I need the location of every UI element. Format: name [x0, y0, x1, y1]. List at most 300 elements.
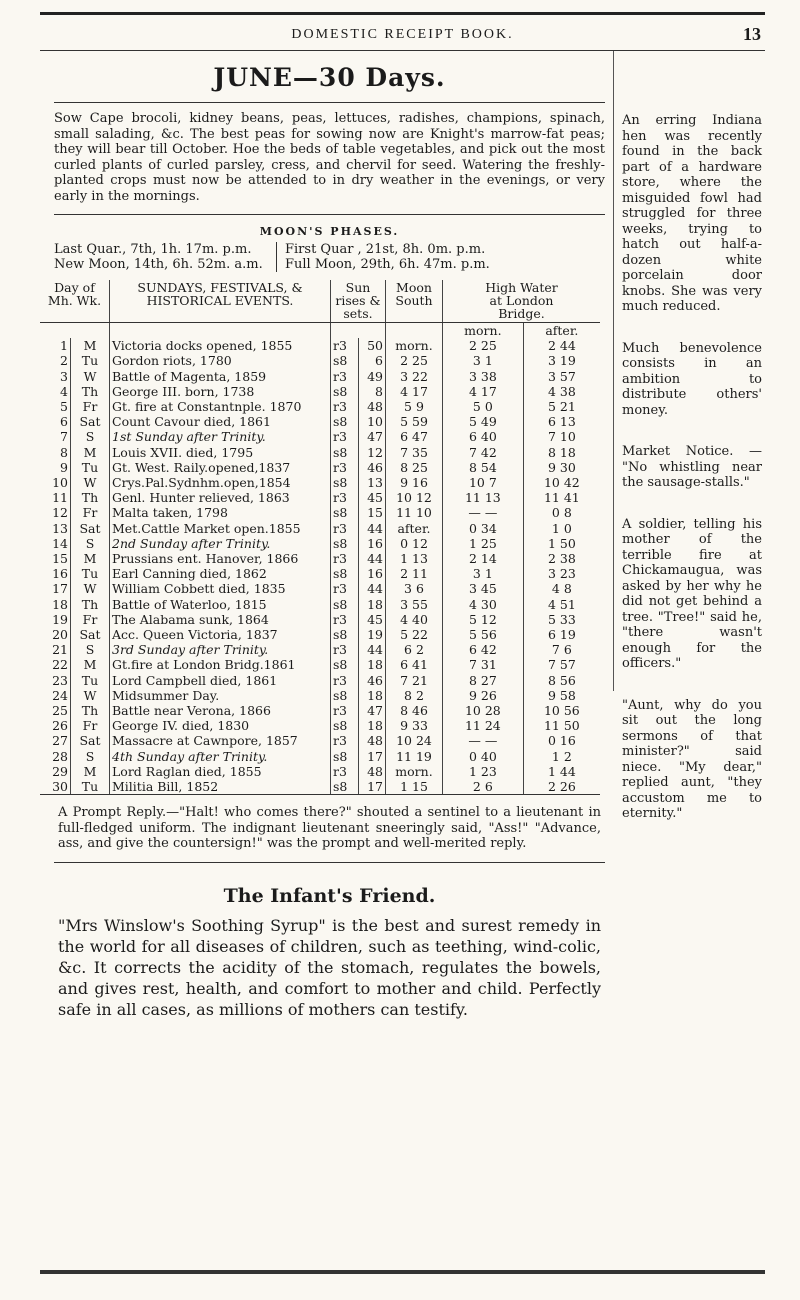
event: Battle of Magenta, 1859	[110, 369, 331, 384]
event: Prussians ent. Hanover, 1866	[110, 551, 331, 566]
header-moon-text: Moon South	[395, 280, 433, 308]
moon-south: 1 13	[386, 551, 443, 566]
sun-time: 44	[358, 521, 386, 536]
sun-time: 18	[358, 657, 386, 672]
sun-rise-set: r3	[331, 429, 359, 444]
table-row	[40, 657, 600, 672]
weekday: Tu	[71, 779, 110, 795]
high-water-after: 6 19	[523, 627, 600, 642]
sun-time: 44	[358, 642, 386, 657]
sun-rise-set: r3	[331, 733, 359, 748]
sun-rise-set: s8	[331, 627, 359, 642]
sidebar-item-benevolence: Much benevolence consists in an ambition to distribute others' money.	[622, 340, 762, 418]
running-head: DOMESTIC RECEIPT BOOK.	[291, 27, 514, 42]
weekday: Fr	[71, 612, 110, 627]
sun-time: 48	[358, 733, 386, 748]
moon-south: 10 12	[386, 490, 443, 505]
table-row	[40, 551, 600, 566]
high-water-after: 3 57	[523, 369, 600, 384]
table-row	[40, 353, 600, 368]
weekday: Sat	[71, 414, 110, 429]
high-water-morn: 9 26	[443, 688, 524, 703]
calendar-table	[40, 280, 600, 795]
day-number: 23	[52, 672, 68, 688]
high-water-after: 9 58	[523, 688, 600, 703]
high-water-after: 7 57	[523, 657, 600, 672]
high-water-after: 7 6	[523, 642, 600, 657]
event: Earl Canning died, 1862	[110, 566, 331, 581]
high-water-after: 7 10	[523, 429, 600, 444]
event: Gt.fire at London Bridg.1861	[110, 657, 331, 672]
high-water-morn: 2 14	[443, 551, 524, 566]
event: Massacre at Cawnpore, 1857	[110, 733, 331, 748]
sidebar-item-market-notice: Market Notice. — "No whistling near the sausage-stalls."	[622, 444, 762, 490]
day-number: 28	[52, 748, 68, 764]
header-moon	[386, 280, 443, 323]
weekday: M	[71, 657, 110, 672]
event: Lord Campbell died, 1861	[110, 673, 331, 688]
sun-time: 8	[358, 384, 386, 399]
table-row	[40, 338, 600, 353]
weekday: Sat	[71, 521, 110, 536]
moon-south: 1 15	[386, 779, 443, 795]
high-water-morn: 10 7	[443, 475, 524, 490]
sidebar-item-hen: An erring Indiana hen was recently found in the back part of a hardware store, where the misguided fowl had struggled for three weeks, trying to hatch out half-a-dozen white porcelain door knobs. She was very much reduced.	[622, 113, 762, 314]
weekday: Tu	[71, 353, 110, 368]
sun-rise-set: r3	[331, 399, 359, 414]
moon-south: 11 19	[386, 749, 443, 764]
weekday: S	[71, 749, 110, 764]
moon-south: 5 9	[386, 399, 443, 414]
sun-time: 46	[358, 673, 386, 688]
title-rule	[54, 102, 605, 103]
sidebar-item-soldier: A soldier, telling his mother of the terrible fire at Chickamaugua, was asked by her why he did not get behind a tree. "Tree!" said he, "there wasn't enough for the officers."	[622, 516, 762, 671]
almanac-column	[47, 51, 605, 1020]
moon-south: 5 22	[386, 627, 443, 642]
table-row	[40, 384, 600, 399]
day-number: 25	[52, 703, 68, 719]
sun-rise-set: r3	[331, 612, 359, 627]
sun-time: 47	[358, 429, 386, 444]
day-number: 4	[60, 383, 68, 399]
moon-south: 7 21	[386, 673, 443, 688]
table-row	[40, 399, 600, 414]
table-row	[40, 779, 600, 795]
day-number: 13	[52, 520, 68, 536]
high-water-after: 10 56	[523, 703, 600, 718]
table-row	[40, 597, 600, 612]
day-number: 20	[52, 627, 68, 643]
high-water-morn: 4 30	[443, 597, 524, 612]
moon-south: 7 35	[386, 445, 443, 460]
sun-rise-set: s8	[331, 384, 359, 399]
day-number: 7	[60, 429, 68, 445]
high-water-morn: 11 24	[443, 718, 524, 733]
moon-south: 8 2	[386, 688, 443, 703]
event: Malta taken, 1798	[110, 505, 331, 520]
high-water-after: 8 18	[523, 445, 600, 460]
event: 3rd Sunday after Trinity.	[110, 642, 331, 657]
high-water-morn: — —	[443, 505, 524, 520]
table-row	[40, 369, 600, 384]
sun-rise-set: r3	[331, 551, 359, 566]
high-water-morn: 1 25	[443, 536, 524, 551]
sun-rise-set: r3	[331, 490, 359, 505]
sun-time: 18	[358, 597, 386, 612]
weekday: M	[71, 764, 110, 779]
sun-rise-set: r3	[331, 521, 359, 536]
event: The Alabama sunk, 1864	[110, 612, 331, 627]
sun-rise-set: r3	[331, 703, 359, 718]
reply-rule	[54, 862, 605, 863]
sun-rise-set: s8	[331, 536, 359, 551]
header-events	[110, 280, 331, 323]
day-number: 1	[60, 338, 68, 354]
weekday: Th	[71, 597, 110, 612]
sun-rise-set: r3	[331, 460, 359, 475]
sun-rise-set: r3	[331, 581, 359, 596]
weekday: Tu	[71, 460, 110, 475]
high-water-after: 1 0	[523, 521, 600, 536]
sun-rise-set: s8	[331, 445, 359, 460]
header-morn: morn.	[443, 323, 524, 339]
sun-rise-set: s8	[331, 353, 359, 368]
high-water-morn: 5 56	[443, 627, 524, 642]
weekday: Sat	[71, 733, 110, 748]
moon-south: 4 17	[386, 384, 443, 399]
event: William Cobbett died, 1835	[110, 581, 331, 596]
weekday: Fr	[71, 505, 110, 520]
header-high-water	[443, 280, 601, 323]
table-row	[40, 749, 600, 764]
high-water-morn: 6 40	[443, 429, 524, 444]
moon-south: 5 59	[386, 414, 443, 429]
high-water-after: 5 21	[523, 399, 600, 414]
moon-south: morn.	[386, 764, 443, 779]
event: Lord Raglan died, 1855	[110, 764, 331, 779]
moon-phases-heading: MOON'S PHASES.	[259, 225, 400, 238]
sun-rise-set: s8	[331, 505, 359, 520]
sun-time: 10	[358, 414, 386, 429]
day-number: 27	[52, 733, 68, 749]
garden-notes: Sow Cape brocoli, kidney beans, peas, lettuces, radishes, champions, spinach, small salading, &c. The best peas for sowing now are Knight's marrow-fat peas; they will bear till October. Hoe the beds of table vegetables, and pick out the most curled plants of curled parsley, cress, and chervil for seed. Watering the freshly-planted crops must now be attended to in dry weather in the evenings, or very early in the mornings.	[54, 111, 605, 204]
high-water-morn: 3 38	[443, 369, 524, 384]
sun-time: 19	[358, 627, 386, 642]
weekday: Th	[71, 703, 110, 718]
sun-time: 49	[358, 369, 386, 384]
event: Militia Bill, 1852	[110, 779, 331, 795]
weekday: Th	[71, 490, 110, 505]
moon-south: 9 33	[386, 718, 443, 733]
moon-phase-first-quarter: First Quar , 21st, 8h. 0m. p.m.	[285, 242, 486, 257]
event: Crys.Pal.Sydnhm.open,1854	[110, 475, 331, 490]
weekday: S	[71, 429, 110, 444]
header-sun-text: Sun rises & sets.	[335, 280, 381, 321]
sun-rise-set: s8	[331, 475, 359, 490]
high-water-after: 3 23	[523, 566, 600, 581]
high-water-after: 4 38	[523, 384, 600, 399]
day-number: 19	[52, 611, 68, 627]
header-water-text: High Water at London Bridge.	[485, 280, 558, 321]
header-events-text: SUNDAYS, FESTIVALS, & HISTORICAL EVENTS.	[137, 280, 303, 308]
day-number: 5	[60, 399, 68, 415]
sun-rise-set: s8	[331, 657, 359, 672]
table-row	[40, 490, 600, 505]
sun-time: 17	[358, 779, 386, 795]
moon-south: 2 11	[386, 566, 443, 581]
top-border-rule	[40, 12, 765, 15]
event: Acc. Queen Victoria, 1837	[110, 627, 331, 642]
high-water-after: 4 51	[523, 597, 600, 612]
day-number: 22	[52, 657, 68, 673]
moon-south: 9 16	[386, 475, 443, 490]
high-water-after: 0 8	[523, 505, 600, 520]
table-row	[40, 536, 600, 551]
high-water-morn: 11 13	[443, 490, 524, 505]
sun-time: 50	[358, 338, 386, 353]
table-row	[40, 445, 600, 460]
day-number: 10	[52, 475, 68, 491]
high-water-morn: 4 17	[443, 384, 524, 399]
column-divider	[613, 51, 614, 691]
high-water-after: 2 44	[523, 338, 600, 353]
moon-south: 0 12	[386, 536, 443, 551]
day-number: 11	[52, 490, 68, 506]
day-number: 17	[52, 581, 68, 597]
page	[40, 18, 765, 1019]
high-water-after: 1 44	[523, 764, 600, 779]
high-water-after: 2 26	[523, 779, 600, 795]
high-water-morn: 8 27	[443, 673, 524, 688]
weekday: M	[71, 445, 110, 460]
table-row	[40, 460, 600, 475]
high-water-after: 10 42	[523, 475, 600, 490]
calendar-body	[40, 323, 600, 795]
weekday: M	[71, 338, 110, 353]
table-row	[40, 703, 600, 718]
high-water-morn: 3 1	[443, 566, 524, 581]
day-number: 24	[52, 687, 68, 703]
sun-time: 48	[358, 399, 386, 414]
weekday: Fr	[71, 718, 110, 733]
sun-time: 16	[358, 536, 386, 551]
moon-south: 3 22	[386, 369, 443, 384]
header-after: after.	[523, 323, 600, 339]
day-number: 16	[52, 566, 68, 582]
sun-time: 48	[358, 764, 386, 779]
event: Count Cavour died, 1861	[110, 414, 331, 429]
table-row	[40, 627, 600, 642]
page-number: 13	[743, 24, 761, 44]
moon-phase-new-moon: New Moon, 14th, 6h. 52m. a.m.	[54, 257, 263, 272]
sun-rise-set: r3	[331, 369, 359, 384]
sun-rise-set: s8	[331, 779, 359, 795]
event: Battle of Waterloo, 1815	[110, 597, 331, 612]
high-water-after: 9 30	[523, 460, 600, 475]
high-water-morn: 2 6	[443, 779, 524, 795]
sun-rise-set: s8	[331, 597, 359, 612]
moon-south: 11 10	[386, 505, 443, 520]
sun-time: 17	[358, 749, 386, 764]
sun-time: 12	[358, 445, 386, 460]
day-number: 9	[60, 459, 68, 475]
high-water-morn: 3 1	[443, 353, 524, 368]
header-day	[40, 280, 110, 323]
day-number: 30	[40, 779, 71, 795]
sun-rise-set: r3	[331, 764, 359, 779]
sun-rise-set: s8	[331, 688, 359, 703]
moon-south: 8 25	[386, 460, 443, 475]
event: Gt. West. Raily.opened,1837	[110, 460, 331, 475]
high-water-morn: 0 34	[443, 521, 524, 536]
high-water-morn: 7 31	[443, 657, 524, 672]
weekday: S	[71, 642, 110, 657]
high-water-after: 1 50	[523, 536, 600, 551]
moon-phase-last-quarter: Last Quar., 7th, 1h. 17m. p.m.	[54, 242, 252, 257]
day-number: 15	[52, 551, 68, 567]
day-number: 26	[52, 718, 68, 734]
moon-south: 6 47	[386, 429, 443, 444]
table-row	[40, 642, 600, 657]
moon-south: after.	[386, 521, 443, 536]
high-water-morn: 5 49	[443, 414, 524, 429]
table-row	[40, 475, 600, 490]
sun-time: 44	[358, 581, 386, 596]
table-row	[40, 581, 600, 596]
high-water-morn: 0 40	[443, 749, 524, 764]
day-number: 2	[60, 353, 68, 369]
event: George IV. died, 1830	[110, 718, 331, 733]
prompt-reply-anecdote: A Prompt Reply.—"Halt! who comes there?" shouted a sentinel to a lieutenant in full-fledged uniform. The indignant lieutenant sneeringly said, "Ass!" "Advance, ass, and give the countersign!" was the prompt and well-merited reply.	[58, 805, 601, 852]
infant-friend-title: The Infant's Friend.	[223, 884, 436, 907]
moon-phases-left	[54, 242, 277, 272]
weekday: W	[71, 369, 110, 384]
weekday: S	[71, 536, 110, 551]
sun-rise-set: s8	[331, 749, 359, 764]
table-row	[40, 521, 600, 536]
high-water-after: 11 41	[523, 490, 600, 505]
high-water-morn: 2 25	[443, 338, 524, 353]
high-water-morn: 10 28	[443, 703, 524, 718]
event: 2nd Sunday after Trinity.	[110, 536, 331, 551]
event: Victoria docks opened, 1855	[110, 338, 331, 353]
day-number: 21	[52, 642, 68, 658]
high-water-morn: 8 54	[443, 460, 524, 475]
high-water-morn: 7 42	[443, 445, 524, 460]
event: Louis XVII. died, 1795	[110, 445, 331, 460]
weekday: Fr	[71, 399, 110, 414]
high-water-morn: 5 0	[443, 399, 524, 414]
day-number: 8	[60, 444, 68, 460]
event: George III. born, 1738	[110, 384, 331, 399]
sidebar-column	[622, 51, 762, 842]
moon-south: 6 41	[386, 657, 443, 672]
weekday: W	[71, 581, 110, 596]
weekday: Sat	[71, 627, 110, 642]
sun-time: 45	[358, 490, 386, 505]
sun-time: 13	[358, 475, 386, 490]
moon-south: 3 6	[386, 581, 443, 596]
event: Met.Cattle Market open.1855	[110, 521, 331, 536]
notes-rule	[54, 214, 605, 215]
moon-south: 8 46	[386, 703, 443, 718]
high-water-after: 2 38	[523, 551, 600, 566]
event: Gt. fire at Constantnple. 1870	[110, 399, 331, 414]
moon-phase-full-moon: Full Moon, 29th, 6h. 47m. p.m.	[285, 257, 490, 272]
day-number: 12	[52, 505, 68, 521]
sun-rise-set: s8	[331, 414, 359, 429]
event: Battle near Verona, 1866	[110, 703, 331, 718]
sun-time: 45	[358, 612, 386, 627]
sun-time: 18	[358, 688, 386, 703]
sun-time: 18	[358, 718, 386, 733]
header-sun	[331, 280, 386, 323]
sun-time: 47	[358, 703, 386, 718]
sun-time: 46	[358, 460, 386, 475]
bottom-border-rule	[40, 1270, 765, 1274]
sun-time: 6	[358, 353, 386, 368]
sun-rise-set: r3	[331, 338, 359, 353]
weekday: Tu	[71, 566, 110, 581]
infant-friend-body: "Mrs Winslow's Soothing Syrup" is the best and surest remedy in the world for all diseases of children, such as teething, wind-colic, &c. It corrects the acidity of the stomach, regulates the bowels, and gives rest, health, and comfort to mother and child. Perfectly safe in all cases, as millions of mothers can testify.	[58, 915, 601, 1019]
subheader-row	[40, 323, 600, 339]
high-water-after: 1 2	[523, 749, 600, 764]
table-row	[40, 566, 600, 581]
table-row	[40, 414, 600, 429]
moon-south: 6 2	[386, 642, 443, 657]
moon-south: 10 24	[386, 733, 443, 748]
weekday: Tu	[71, 673, 110, 688]
table-row	[40, 612, 600, 627]
day-number: 14	[52, 535, 68, 551]
high-water-after: 0 16	[523, 733, 600, 748]
high-water-after: 6 13	[523, 414, 600, 429]
high-water-morn: 5 12	[443, 612, 524, 627]
day-number: 3	[60, 368, 68, 384]
moon-phases-right	[277, 242, 490, 272]
sun-time: 44	[358, 551, 386, 566]
sun-time: 16	[358, 566, 386, 581]
sun-rise-set: s8	[331, 718, 359, 733]
table-row	[40, 764, 600, 779]
high-water-after: 5 33	[523, 612, 600, 627]
table-row	[40, 505, 600, 520]
moon-south: 2 25	[386, 353, 443, 368]
high-water-morn: 3 45	[443, 581, 524, 596]
high-water-morn: — —	[443, 733, 524, 748]
sun-rise-set: s8	[331, 566, 359, 581]
high-water-morn: 6 42	[443, 642, 524, 657]
table-row	[40, 733, 600, 748]
weekday: W	[71, 475, 110, 490]
table-row	[40, 673, 600, 688]
weekday: Th	[71, 384, 110, 399]
page-header	[40, 18, 765, 48]
moon-phases	[54, 242, 605, 272]
day-number: 29	[52, 763, 68, 779]
moon-south: morn.	[386, 338, 443, 353]
sun-time: 15	[358, 505, 386, 520]
event: 4th Sunday after Trinity.	[110, 749, 331, 764]
sun-rise-set: r3	[331, 642, 359, 657]
sidebar-item-aunt: "Aunt, why do you sit out the long sermons of that minister?" said niece. "My dear," replied aunt, "they accustom me to eternity."	[622, 697, 762, 821]
event: Midsummer Day.	[110, 688, 331, 703]
high-water-morn: 1 23	[443, 764, 524, 779]
high-water-after: 3 19	[523, 353, 600, 368]
high-water-after: 8 56	[523, 673, 600, 688]
day-number: 6	[60, 414, 68, 430]
high-water-after: 4 8	[523, 581, 600, 596]
